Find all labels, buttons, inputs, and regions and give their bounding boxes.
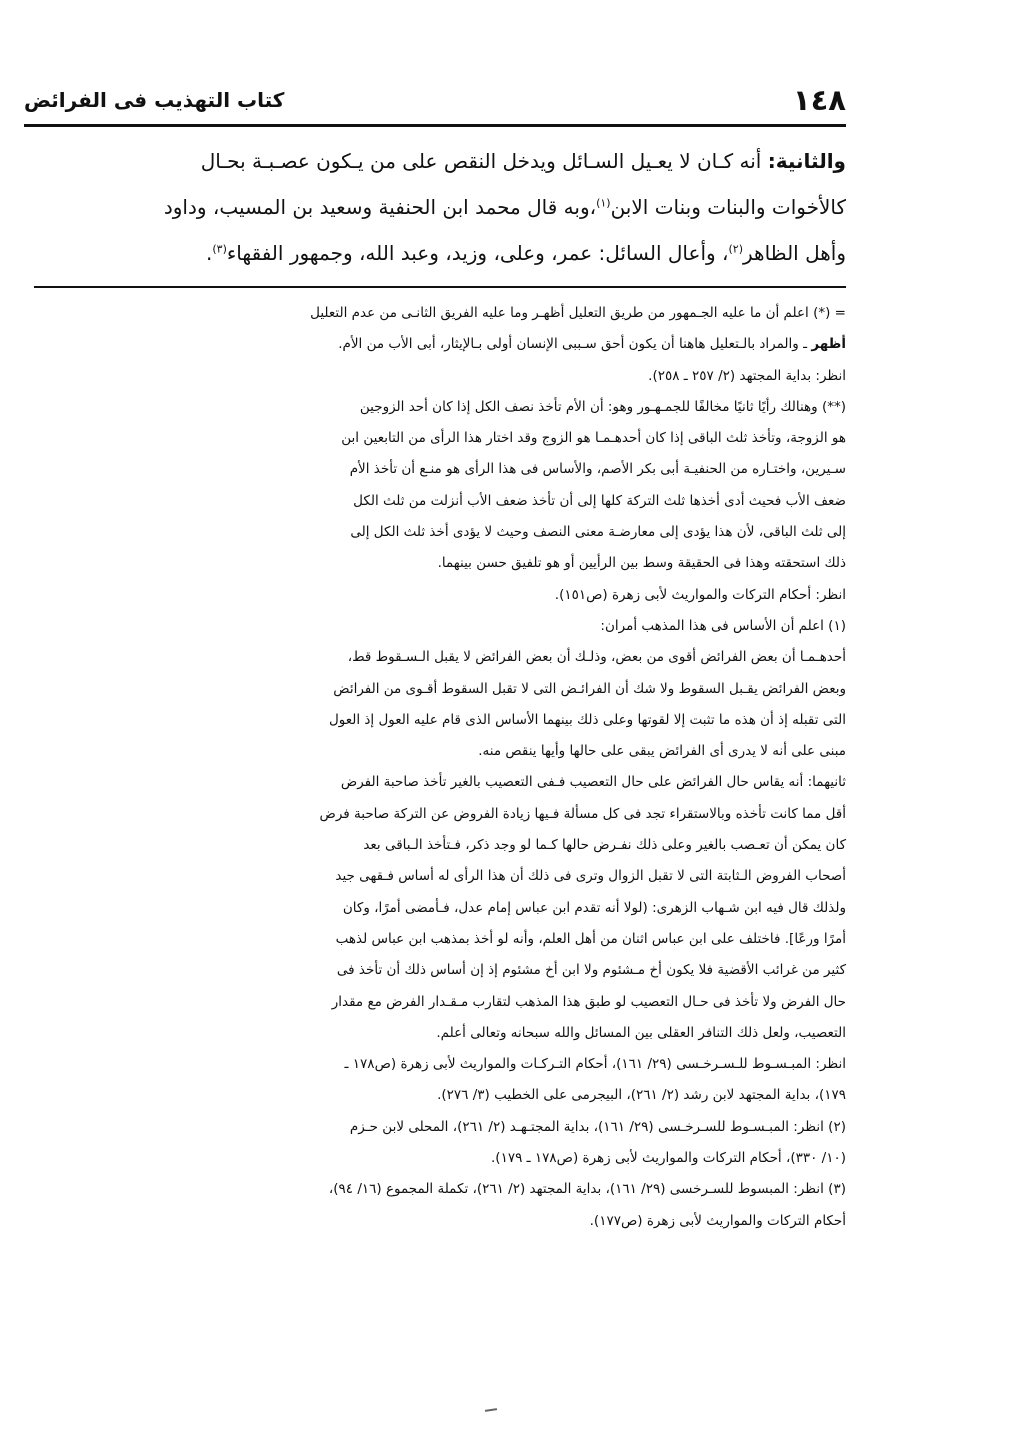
note-line: مبنى على أنه لا يدرى أى الفرائض يبقى على حالها وأيها ينقص منه.: [478, 743, 846, 760]
main-line-2-start: كالأخوات والبنات وبنات الابن: [610, 195, 846, 219]
main-text: [34, 138, 846, 276]
footnote-2-line-1: (٢) انظر: المبـسـوط للسـرخـسى (٢٩/ ١٦١)، بداية المجتـهـد (٢/ ٢٦١)، المحلى لابن حـزم: [349, 1118, 846, 1135]
note-line: [34, 329, 846, 360]
note-line: كثير من غرائب الأقضية فلا يكون أخ مـشئوم ولا ابن أخ مشئوم إذ إن أساس ذلك أن تأخذ فى: [336, 962, 846, 979]
header-rule: [24, 124, 846, 127]
lead-word: والثانية:: [767, 149, 846, 173]
note-line: = (*) اعلم أن ما عليه الجـمهور من طريق التعليل أظهـر وما عليه الفريق الثانـى من عدم التعليل: [310, 305, 846, 321]
main-line-2: [34, 184, 846, 230]
footnote-3-line-2: أحكام التركات والمواريث لأبى زهرة (ص١٧٧).: [589, 1212, 846, 1229]
main-line-1: [34, 138, 846, 184]
footnote-1-intro: (١) اعلم أن الأساس فى هذا المذهب أمران:: [600, 617, 846, 634]
note-line: أمرًا ورعًا]. فاختلف على ابن عباس اثنان من أهل العلم، وأنه لو أخذ بمذهب ابن عباس لذهب: [335, 930, 846, 947]
note-line: وبعض الفرائض يقـبل السقوط ولا شك أن الفرائـض التى لا تقبل السقوط أقـوى من الفرائض: [333, 680, 846, 697]
note-line: أقل مما كانت تأخذه وبالاستقراء تجد فى كل مسألة فـيها زيادة الفروض عن التركة صاحبة فرض: [319, 805, 846, 822]
main-line-3-end: .: [205, 241, 213, 265]
page-number: ١٤٨: [792, 83, 846, 117]
note-line: انظر: المبـسـوط للـسـرخـسى (٢٩/ ١٦١)، أحكام التـركـات والمواريث لأبى زهرة (ص١٧٨ ـ: [344, 1056, 846, 1073]
page-mark: [485, 1408, 497, 1412]
main-line-2-end: ،وبه قال محمد ابن الحنفية وسعيد بن المسيب، وداود: [163, 195, 597, 219]
footnote-ref-2: (٢): [728, 242, 743, 256]
note-line: ولذلك قال فيه ابن شـهاب الزهرى: (لولا أنه تقدم ابن عباس إمام عدل، فـأمضى أمرًا، وكان: [342, 899, 846, 916]
note-line: ذلك استحقته وهذا فى الحقيقة وسط بين الرأيين أو هو تلفيق حسن بينهما.: [437, 555, 846, 572]
note-line: ثانيهما: أنه يقاس حال الفرائض على حال التعصيب فـفى التعصيب بالغير تأخذ صاحبة الفرض: [340, 774, 846, 791]
main-line-3-start: وأهل الظاهر: [743, 241, 846, 265]
note-line: كان يمكن أن تعـصب بالغير وعلى ذلك نفـرض حالها كـما لو وجد ذكر، فـتأخذ الـباقى بعد: [363, 837, 846, 854]
main-line-1-text: أنه كـان لا يعـيل السـائل ويدخل النقص على من يـكون عصـبـة بحـال: [200, 149, 768, 173]
footnote-2-line-2: (١٠/ ٣٣٠)، أحكام التركات والمواريث لأبى زهرة (ص١٧٨ ـ ١٧٩).: [491, 1150, 846, 1167]
note-line: التعصيب، ولعل ذلك التنافر العقلى بين المسائل والله سبحانه وتعالى أعلم.: [436, 1024, 846, 1041]
page-header: [24, 78, 846, 118]
main-line-3: [34, 230, 846, 276]
note-line: ضعف الأب فحيث أدى أخذها ثلث التركة كلها إلى أن تأخذ ضعف الأب أنزلت من ثلث الكل: [353, 492, 846, 509]
footnote-3-line-1: (٣) انظر: المبسوط للسـرخسى (٢٩/ ١٦١)، بداية المجتهد (٢/ ٢٦١)، تكملة المجموع (١٦/ ٩٤)،: [328, 1181, 846, 1198]
running-title: كتاب التهذيب فى الفرائض: [24, 88, 285, 112]
footnote-ref-3: (٣): [212, 242, 227, 256]
note-line: انظر: بداية المجتهد (٢/ ٢٥٧ ـ ٢٥٨).: [648, 367, 846, 384]
note-line: (**) وهنالك رأيًا ثانيًا مخالفًا للجمـهـور وهو: أن الأم تأخذ نصف الكل إذا كان أحد الزوجين: [359, 398, 846, 415]
main-line-3-middle: ، وأعال السائل: عمر، وعلى، وزيد، وعبد الله، وجمهور الفقهاء: [226, 241, 729, 265]
footnote-rule: [34, 286, 846, 288]
note-line: إلى ثلث الباقى، لأن هذا يؤدى إلى معارضـة معنى النصف وحيث لا يؤدى أخذ ثلث الكل إلى: [350, 524, 846, 541]
note-line: التى تقبله إذ أن هذه ما تثبت إلا لقوتها وعلى ذلك بينهما الأساس الذى قام عليه العول إذ العول: [328, 711, 846, 728]
footnote-ref-1: (١): [596, 196, 611, 210]
note-line: سـيرين، واختـاره من الحنفيـة أبى بكر الأصم، والأساس فى هذا الرأى هو منـع أن تأخذ الأم: [349, 461, 846, 478]
note-line: أحدهـمـا أن بعض الفرائض أقوى من بعض، وذلـك أن بعض الفرائض لا يقبل الـسـقوط قط،: [347, 649, 846, 666]
footnotes: [34, 298, 846, 1237]
note-line: أصحاب الفروض الـثابتة التى لا تقبل الزوال وترى فى ذلك أن هذا الرأى له أساس فـقهى جيد: [335, 868, 846, 885]
note-line: انظر: أحكام التركات والمواريث لأبى زهرة (ص١٥١).: [554, 586, 846, 603]
note-line-text: ـ والمراد بالـتعليل هاهنا أن يكون أحق سـببى الإنسان أولى بـالإيثار، أبى الأب من الأم.: [338, 336, 812, 353]
note-bold-word: أظهر: [811, 336, 846, 353]
note-line: ١٧٩)، بداية المجتهد لابن رشد (٢/ ٢٦١)، البيجرمى على الخطيب (٣/ ٢٧٦).: [437, 1087, 846, 1104]
note-line: حال الفرض ولا تأخذ فى حـال التعصيب لو طبق هذا المذهب لتقارب مـقـدار الفرض مع مقدار: [331, 993, 846, 1010]
note-line: هو الزوجة، وتأخذ ثلث الباقى إذا كان أحدهـمـا هو الزوج وقد اختار هذا الرأى من التابعين ابن: [341, 430, 846, 447]
